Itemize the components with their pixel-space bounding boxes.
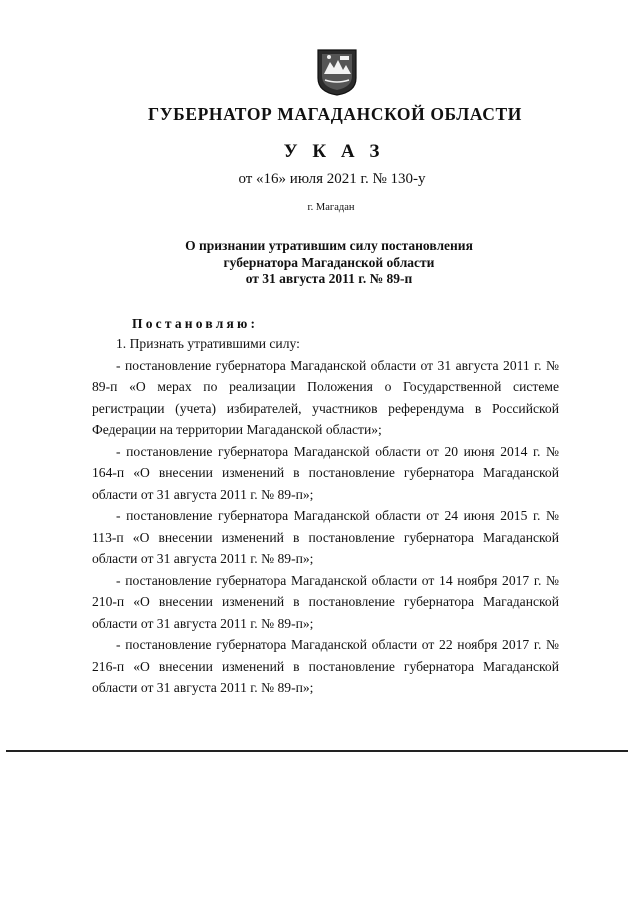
subject-line: О признании утратившим силу постановления xyxy=(185,238,473,253)
document-body xyxy=(92,333,559,699)
list-item: - постановление губернатора Магаданской области от 31 августа 2011 г. № 89-п «О мерах по реализации Положения о Государственной системе регистрации (учета) избирателей, участников референдума в Российской Федерации на территории Магаданской области»; xyxy=(92,357,559,437)
list-item: - постановление губернатора Магаданской области от 24 июня 2015 г. № 113-п «О внесении изменений в постановление губернатора Магаданской области от 31 августа 2011 г. № 89-п»; xyxy=(92,508,559,566)
decree-word: Постановляю xyxy=(132,316,251,331)
clause-1: 1. Признать утратившими силу: xyxy=(116,336,300,351)
decree-colon: : xyxy=(250,316,255,331)
issuing-authority: ГУБЕРНАТОР МАГАДАНСКОЙ ОБЛАСТИ xyxy=(147,104,522,124)
list-item: - постановление губернатора Магаданской области от 20 июня 2014 г. № 164-п «О внесении изменений в постановление губернатора Магаданской области от 31 августа 2011 г. № 89-п»; xyxy=(92,443,559,502)
coat-of-arms-icon xyxy=(316,48,358,96)
document-date-number: от «16» июля 2021 г. № 130-у xyxy=(238,171,426,187)
list-item: - постановление губернатора Магаданской области от 14 ноября 2017 г. № 210-п «О внесении изменений в постановление губернатора Магаданской области от 31 августа 2011 г. № 89-п»; xyxy=(92,572,559,631)
document-type: У К А З xyxy=(283,141,385,162)
subject-line: от 31 августа 2011 г. № 89-п xyxy=(245,271,413,286)
list-item: - постановление губернатора Магаданской области от 22 ноября 2017 г. № 216-п «О внесении изменений в постановление губернатора Магаданской области от 31 августа 2011 г. № 89-п»; xyxy=(92,637,559,695)
document-place: г. Магадан xyxy=(307,202,355,213)
decree-heading xyxy=(132,316,255,332)
page-divider xyxy=(6,750,628,752)
subject-line: губернатора Магаданской области xyxy=(223,254,435,270)
document-subject xyxy=(150,238,508,288)
